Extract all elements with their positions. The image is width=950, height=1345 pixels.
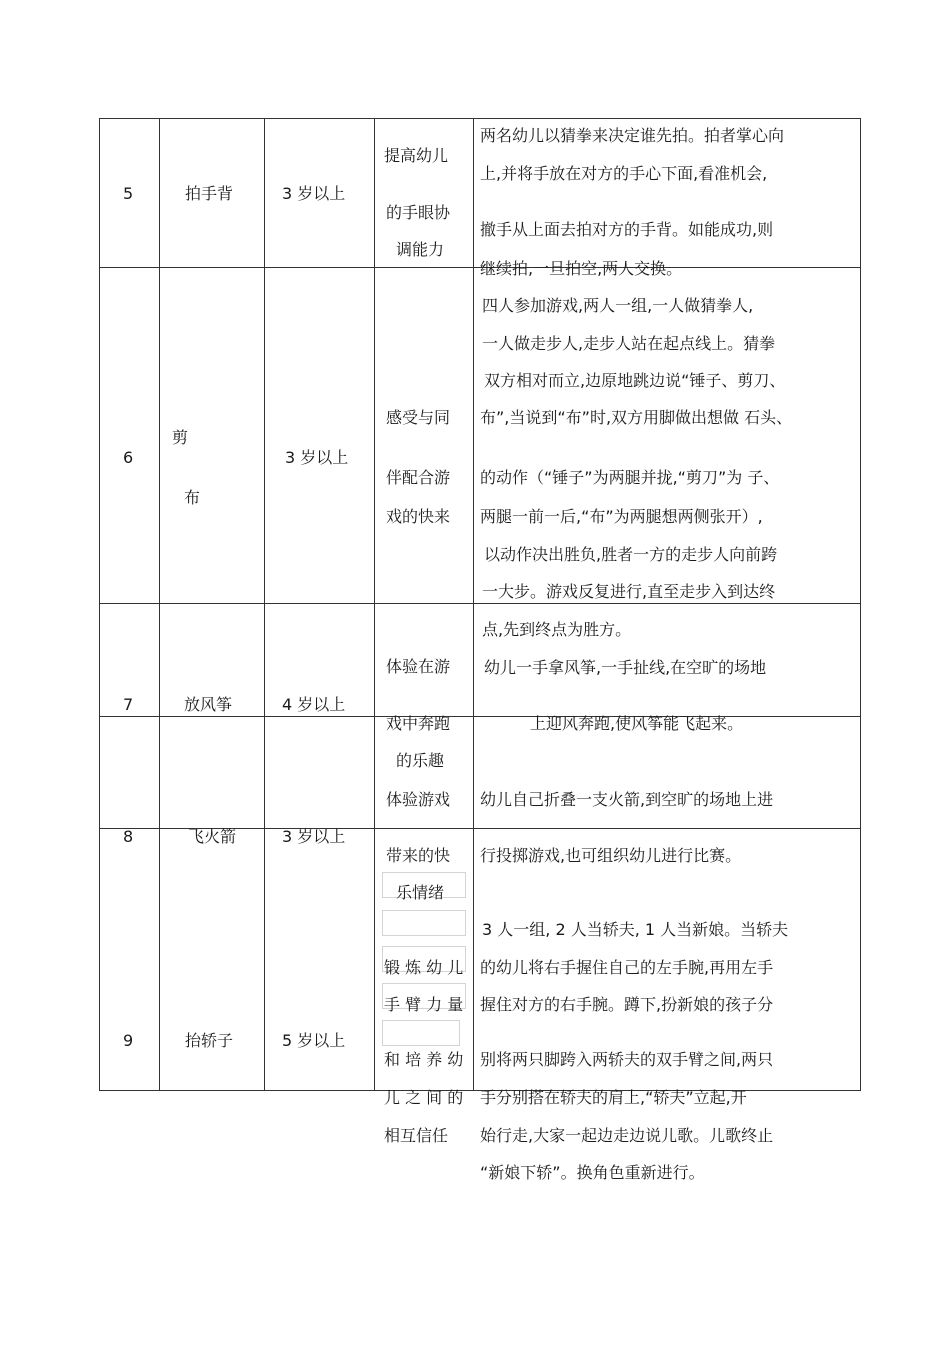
column-divider [264, 118, 265, 1090]
method-line: 两腿一前一后,“布”为两腿想两侧张开）, [480, 507, 763, 526]
goal-line: 锻 炼 幼 儿 [384, 958, 464, 977]
method-line: “新娘下轿”。换角色重新进行。 [480, 1163, 705, 1182]
column-divider [374, 118, 375, 1090]
method-line: 幼儿一手拿风筝,一手扯线,在空旷的场地 [484, 658, 767, 677]
game-name: 布 [184, 488, 201, 507]
row-number: 5 [123, 184, 134, 203]
method-line: 继续拍,一旦拍空,两人交换。 [480, 259, 683, 278]
table-border-right [860, 118, 861, 1090]
game-name: 飞火箭 [188, 827, 237, 846]
goal-line: 伴配合游 [386, 468, 451, 487]
method-line: 四人参加游戏,两人一组,一人做猜拳人, [482, 296, 754, 315]
method-line: 的动作（“锤子”为两腿并拢,“剪刀”为 子、 [480, 468, 780, 487]
column-divider [99, 118, 100, 1090]
method-line: 的幼儿将右手握住自己的左手腕,再用左手 [480, 958, 774, 977]
age-range: 3 岁以上 [282, 184, 346, 203]
row-divider [99, 716, 861, 717]
goal-line: 乐情绪 [396, 883, 445, 902]
empty-box [382, 1020, 460, 1046]
empty-box [382, 910, 466, 936]
goal-line: 提高幼儿 [384, 146, 449, 165]
method-line: 3 人一组, 2 人当轿夫, 1 人当新娘。当轿夫 [482, 920, 789, 939]
goal-line: 和 培 养 幼 [384, 1050, 464, 1069]
goal-line: 体验在游 [386, 657, 451, 676]
method-line: 一人做走步人,走步人站在起点线上。猜拳 [482, 334, 776, 353]
age-range: 4 岁以上 [282, 695, 346, 714]
goal-line: 手 臂 力 量 [384, 995, 464, 1014]
row-divider [99, 603, 861, 604]
method-line: 别将两只脚跨入两轿夫的双手臂之间,两只 [480, 1050, 774, 1069]
method-line: 以动作决出胜负,胜者一方的走步人向前跨 [484, 545, 778, 564]
age-range: 3 岁以上 [282, 827, 346, 846]
method-line: 幼儿自己折叠一支火箭,到空旷的场地上进 [480, 790, 774, 809]
method-line: 上,并将手放在对方的手心下面,看准机会, [480, 164, 768, 183]
method-line: 一大步。游戏反复进行,直至走步入到达终 [482, 582, 776, 601]
goal-line: 的手眼协 [386, 203, 451, 222]
method-line: 点,先到终点为胜方。 [482, 620, 632, 639]
goal-line: 体验游戏 [386, 790, 451, 809]
goal-line: 带来的快 [386, 846, 451, 865]
column-divider [473, 118, 474, 1090]
game-name: 抬轿子 [185, 1031, 234, 1050]
method-line: 双方相对而立,边原地跳边说“锤子、剪刀、 [484, 371, 786, 390]
method-line: 始行走,大家一起边走边说儿歌。儿歌终止 [480, 1126, 774, 1145]
method-line: 撤手从上面去拍对方的手背。如能成功,则 [480, 220, 774, 239]
goal-line: 戏中奔跑 [386, 714, 451, 733]
goal-line: 相互信任 [384, 1126, 449, 1145]
table-border-top [99, 118, 861, 119]
method-line: 布”,当说到“布”时,双方用脚做出想做 石头、 [480, 408, 793, 427]
row-number: 6 [123, 448, 134, 467]
goal-line: 的乐趣 [396, 751, 445, 770]
goal-line: 调能力 [396, 240, 445, 259]
game-name: 拍手背 [185, 184, 234, 203]
age-range: 5 岁以上 [282, 1031, 346, 1050]
game-name: 放风筝 [184, 695, 233, 714]
method-line: 两名幼儿以猜拳来决定谁先拍。拍者掌心向 [480, 126, 785, 145]
row-number: 8 [123, 827, 134, 846]
method-line: 上迎风奔跑,使风筝能飞起来。 [530, 714, 744, 733]
method-line: 握住对方的右手腕。蹲下,扮新娘的孩子分 [480, 995, 774, 1014]
row-number: 7 [123, 695, 134, 714]
method-line: 手分别搭在轿夫的肩上,“轿夫”立起,开 [480, 1088, 747, 1107]
column-divider [159, 118, 160, 1090]
method-line: 行投掷游戏,也可组织幼儿进行比赛。 [480, 846, 742, 865]
goal-line: 儿 之 间 的 [384, 1088, 464, 1107]
age-range: 3 岁以上 [285, 448, 349, 467]
goal-line: 戏的快来 [386, 507, 451, 526]
row-number: 9 [123, 1031, 134, 1050]
goal-line: 感受与同 [386, 408, 451, 427]
game-name: 剪 [172, 428, 189, 447]
